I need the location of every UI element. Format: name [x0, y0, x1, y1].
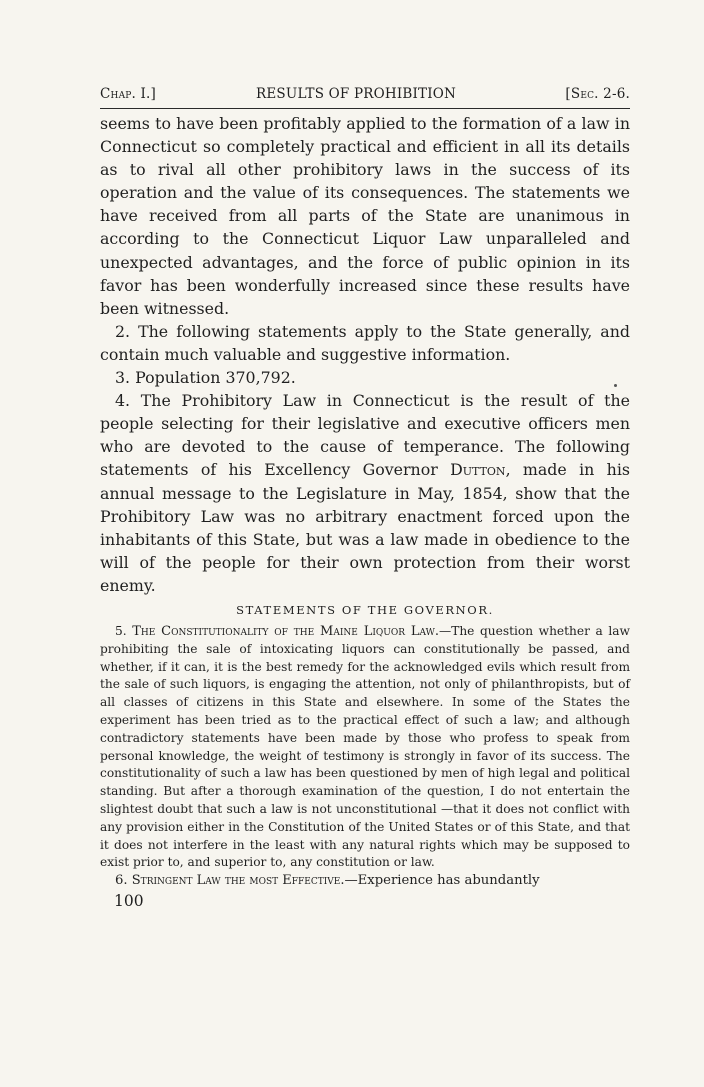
paragraph-1: seems to have been profitably applied to the formation of a law in Connecticut so completely practical and efficient in all its details as to rival all other prohibitory laws in the success of its operation and the value of its consequences. The statements we have received from all parts of the State are unanimous in according to the Connecticut Liquor Law unparalleled and unexpected advantages, and the force of public opinion in its favor has been wonderfully increased since these results have been witnessed. [100, 114, 630, 318]
paragraph-5 [100, 623, 630, 872]
paragraph-5-title: The Constitutionality of the Maine Liquor Law. [132, 623, 439, 639]
running-header [100, 84, 630, 109]
paragraph-6 [100, 872, 630, 890]
page-number: 100 [114, 891, 144, 910]
running-title: RESULTS OF PROHIBITION [256, 86, 457, 102]
main-text [100, 112, 630, 597]
paragraph-6-number: 6. [115, 873, 132, 889]
paragraph-4-text: 4. The Prohibitory Law in Connecticut is the result of the people selecting for their legislative and executive officers men who are devoted to the cause of temperance. The following statements of his Excellency Governor [100, 391, 630, 480]
paragraph-4 [100, 389, 630, 597]
paragraph-6-text: —Experience has abundantly [344, 873, 540, 889]
paragraph-5-number: 5. [115, 623, 133, 638]
paragraph-3: 3. Population 370,792. [115, 368, 296, 388]
section-label: [Sec. 2-6. [565, 86, 630, 102]
governor-name: Dutton [450, 460, 506, 480]
section-heading: STATEMENTS OF THE GOVERNOR. [236, 602, 494, 617]
chapter-label: Chap. I.] [100, 86, 157, 102]
paragraph-2: 2. The following statements apply to the State generally, and contain much valuable and suggestive information. [100, 321, 630, 364]
book-page [100, 84, 630, 910]
paragraph-6-title: Stringent Law the most Effective. [131, 873, 345, 889]
scan-speck [614, 384, 617, 387]
paragraph-4-text-end: , made in his annual message to the Legislature in May, 1854, show that the Prohibitory Law was no arbitrary enactment forced upon the inhabitants of this State, but was a law made in obedience to the will of the people for their own protection from their worst enemy. [100, 460, 630, 595]
paragraph-5-text: —The question whether a law prohibiting the sale of intoxicating liquors can constitutionally be passed, and whether, if it can, it is the best remedy for the acknowledged evils which result from the sale of such liquors, is engaging the attention, not only of philanthropists, but of all classes of citizens in this State and elsewhere. In some of the States the experiment has been tried as to the practical effect of such a law; and although contradictory statements have been made by those who profess to speak from personal knowledge, the weight of testimony is strongly in favor of its success. The constitutionality of such a law has been questioned by men of high legal and political standing. But after a thorough examination of the question, I do not entertain the slightest doubt that such a law is not unconstitutional —that it does not conflict with any provision either in the Constitution of the United States or of this State, and that it does not interfere in the least with any natural rights which may be supposed to exist prior to, and superior to, any constitution or law. [100, 623, 630, 870]
